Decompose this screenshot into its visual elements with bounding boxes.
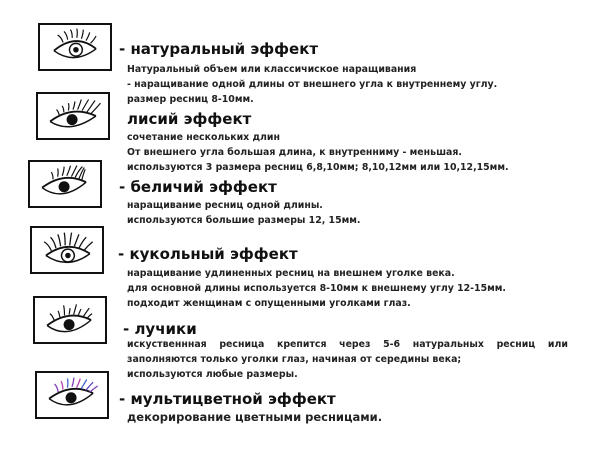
section-title: - натуральный эффект — [119, 40, 319, 58]
description-line: - наращивание одной длины от внешнего угла к внутреннему углу. — [127, 79, 498, 90]
description-line-justified — [127, 337, 568, 352]
word: или — [547, 339, 568, 350]
section-title: - лучики — [123, 320, 197, 338]
word: крепится — [276, 339, 327, 350]
section-title: - мультицветной эффект — [119, 390, 336, 408]
multicolor-effect-illustration — [35, 371, 109, 419]
description-line: От внешнего угла большая длина, к внутренниму - меньшая. — [127, 147, 462, 158]
description-line: подходит женщинам с опущенными уголками глаз. — [127, 298, 411, 309]
word: натуральных — [412, 339, 484, 350]
squirrel-effect-illustration — [28, 160, 102, 208]
section-description — [127, 337, 568, 382]
doll-effect-illustration — [30, 226, 104, 274]
description-line: размер ресниц 8-10мм. — [127, 94, 254, 105]
description-line: декорирование цветными ресницами. — [127, 410, 383, 424]
description-line: наращивание удлиненных ресниц на внешнем уголке века. — [127, 268, 455, 279]
description-line: для основной длины используется 8-10мм к внешнему углу 12-15мм. — [127, 283, 506, 294]
description-line: Натуральный объем или классичиское наращивания — [127, 64, 417, 75]
description-line: используются большие размеры 12, 15мм. — [127, 215, 361, 226]
word: искуственнная — [127, 339, 207, 350]
section-description — [127, 62, 497, 107]
word: через — [339, 339, 371, 350]
natural-effect-illustration — [38, 23, 112, 71]
description-line: сочетание нескольких длин — [127, 132, 280, 143]
section-description — [127, 198, 360, 228]
ray-lash-eye-icon — [35, 298, 105, 342]
fox-lash-eye-icon — [38, 94, 108, 138]
word: ресниц — [496, 339, 536, 350]
section-title: - беличий эффект — [119, 178, 277, 196]
section-description — [127, 266, 506, 311]
section-description — [127, 130, 509, 175]
doll-lash-eye-icon — [32, 228, 102, 272]
rays-effect-illustration — [33, 296, 107, 344]
description-line: наращивание ресниц одной длины. — [127, 200, 323, 211]
section-description — [127, 410, 382, 425]
natural-lash-eye-icon — [40, 25, 110, 69]
word: 5-6 — [383, 339, 401, 350]
section-title: лисий эффект — [127, 110, 252, 128]
multicolor-lash-eye-icon — [37, 373, 107, 417]
word: ресница — [219, 339, 265, 350]
fox-effect-illustration — [36, 92, 110, 140]
section-title: - кукольный эффект — [118, 245, 298, 263]
description-line: используются любые размеры. — [127, 369, 298, 380]
description-line: заполняются только уголки глаз, начиная от середины века; — [127, 354, 462, 365]
squirrel-lash-eye-icon — [30, 162, 100, 206]
description-line: используются 3 размера ресниц 6,8,10мм; 8,10,12мм или 10,12,15мм. — [127, 162, 509, 173]
